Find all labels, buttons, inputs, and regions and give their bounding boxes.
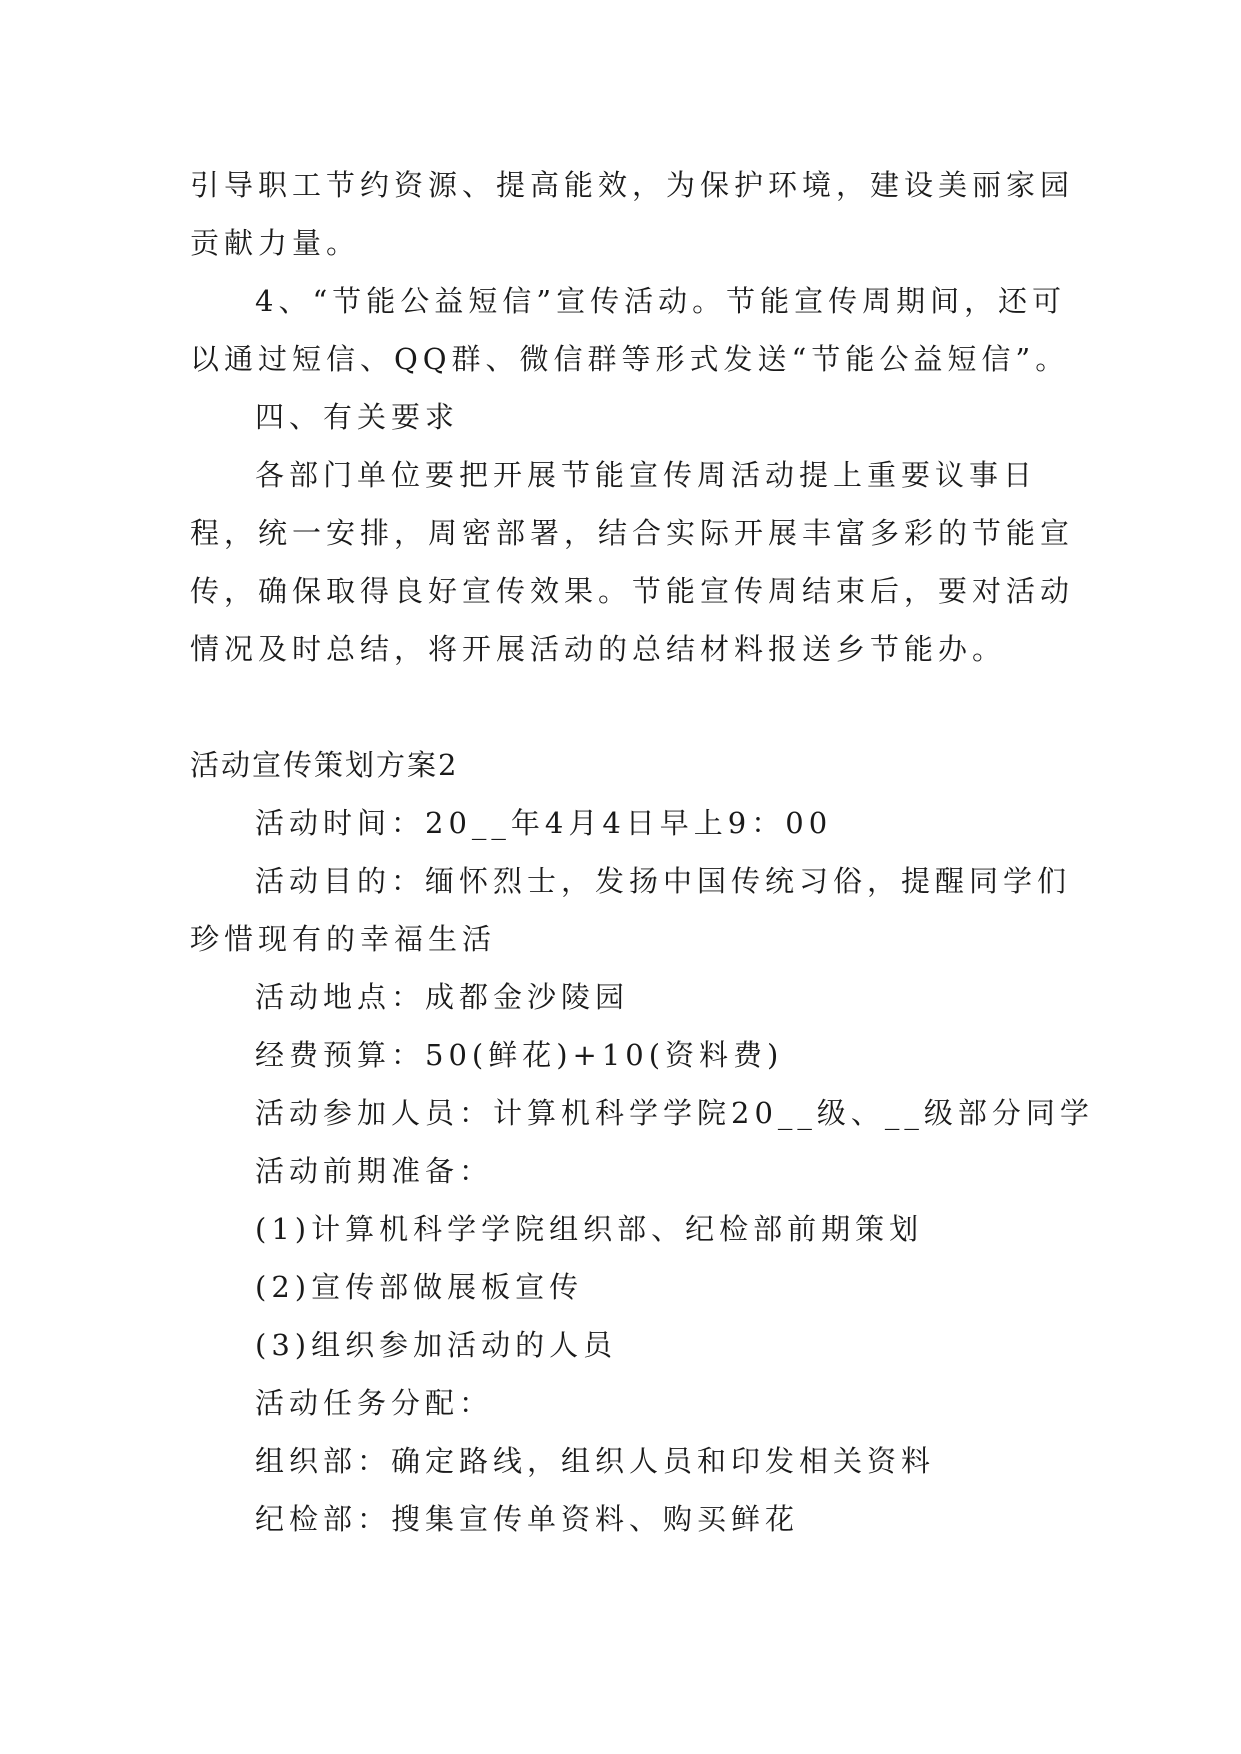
paragraph-line: 4、“节能公益短信”宣传活动。节能宣传周期间，还可 [255, 284, 1067, 318]
paragraph-line: 各部门单位要把开展节能宣传周活动提上重要议事日 [255, 458, 1038, 492]
paragraph-line: 活动地点：成都金沙陵园 [255, 980, 630, 1014]
paragraph-line: 纪检部：搜集宣传单资料、购买鲜花 [255, 1502, 800, 1536]
paragraph-line: 活动任务分配： [255, 1386, 494, 1420]
paragraph-line: 活动前期准备： [255, 1154, 494, 1188]
paragraph-line: 传，确保取得良好宣传效果。节能宣传周结束后，要对活动 [190, 574, 1075, 608]
paragraph-line: 经费预算：50(鲜花)+10(资料费) [255, 1038, 784, 1072]
paragraph-line: 珍惜现有的幸福生活 [190, 922, 497, 956]
paragraph-line: 活动参加人员：计算机科学学院20__级、__级部分同学 [255, 1096, 1094, 1130]
paragraph-line: 组织部：确定路线，组织人员和印发相关资料 [255, 1444, 936, 1478]
paragraph-line: 活动时间：20__年4月4日早上9：00 [255, 806, 833, 840]
paragraph-line: 活动目的：缅怀烈士，发扬中国传统习俗，提醒同学们 [255, 864, 1072, 898]
paragraph-line: 引导职工节约资源、提高能效，为保护环境，建设美丽家园 [190, 168, 1075, 202]
document-title: 活动宣传策划方案2 [190, 748, 459, 782]
list-item: (2)宣传部做展板宣传 [255, 1270, 584, 1304]
section-heading: 四、有关要求 [255, 400, 460, 434]
paragraph-line: 情况及时总结，将开展活动的总结材料报送乡节能办。 [190, 632, 1007, 666]
paragraph-line: 程，统一安排，周密部署，结合实际开展丰富多彩的节能宣 [190, 516, 1075, 550]
paragraph-line: 贡献力量。 [190, 226, 361, 260]
paragraph-line: 以通过短信、QQ群、微信群等形式发送“节能公益短信”。 [190, 342, 1070, 376]
list-item: (1)计算机科学学院组织部、纪检部前期策划 [255, 1212, 924, 1246]
list-item: (3)组织参加活动的人员 [255, 1328, 618, 1362]
